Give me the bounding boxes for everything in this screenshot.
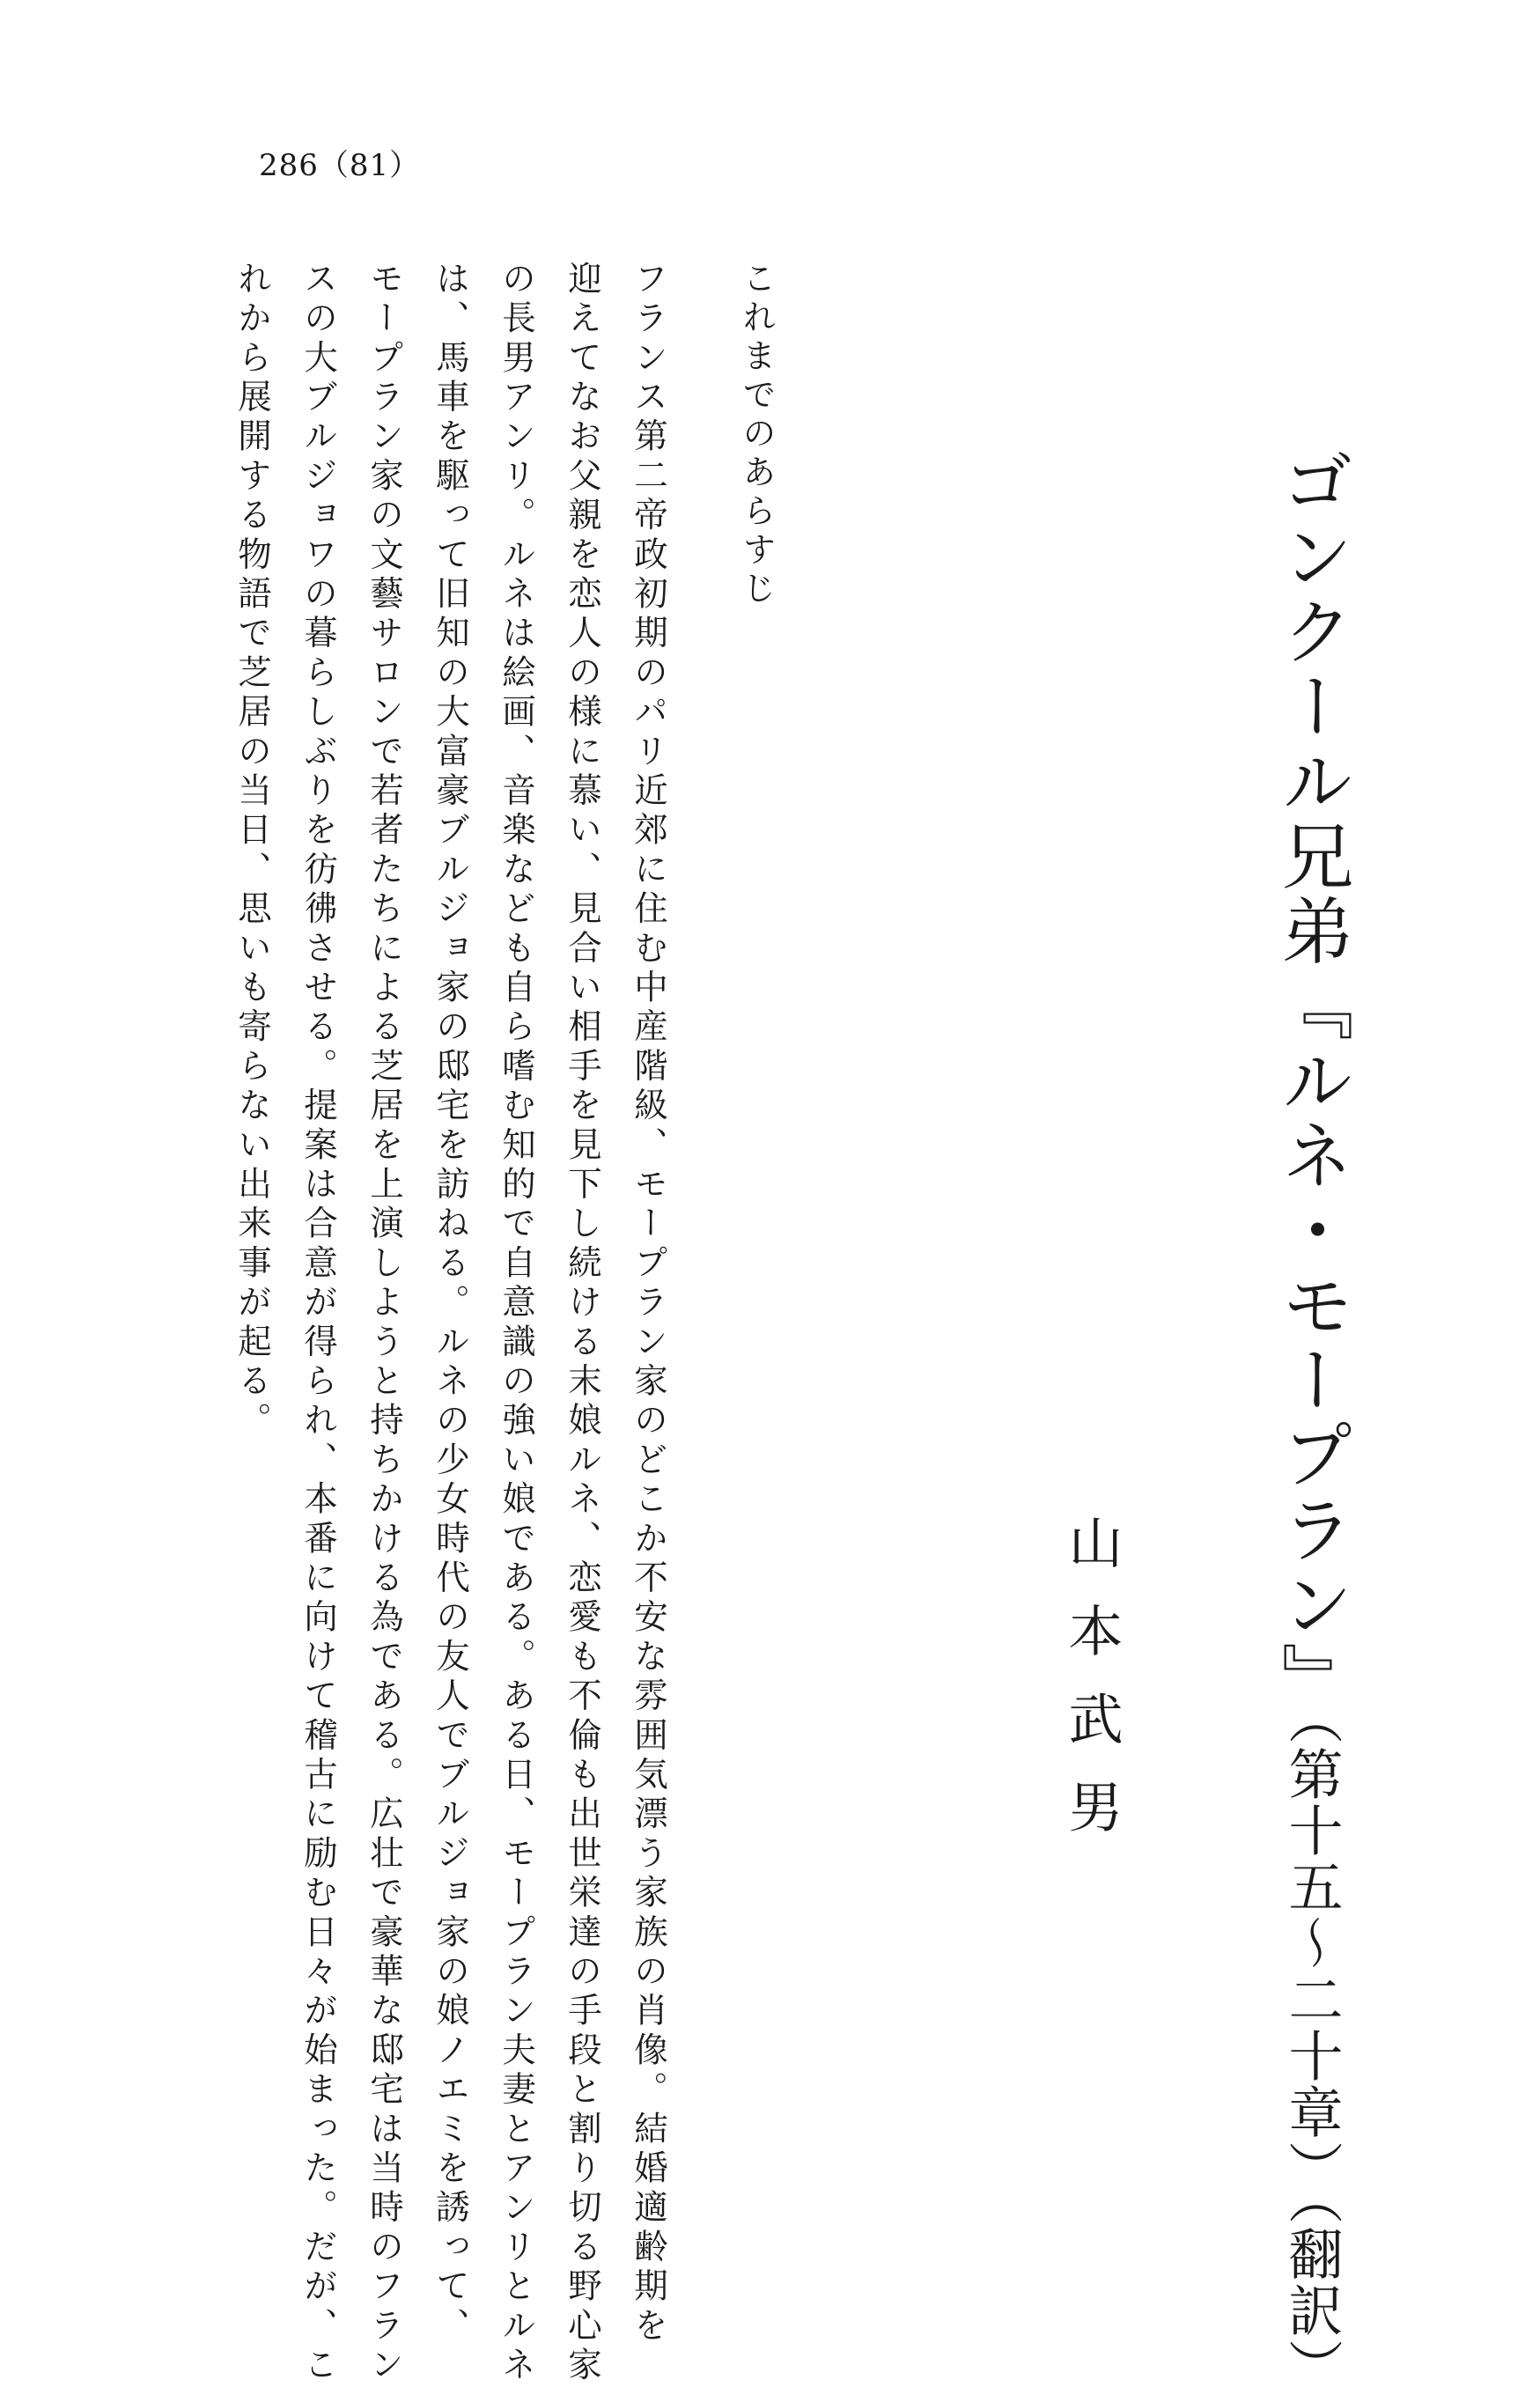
author-name: 山本武男 xyxy=(1059,1514,1124,1867)
synopsis-line: フランス第二帝政初期のパリ近郊に住む中産階級、モープラン家のどこか不安な雰囲気漂う家族の肖像。結婚適齢期を xyxy=(629,261,668,2347)
synopsis-line: 迎えてなお父親を恋人の様に慕い、見合い相手を見下し続ける末娘ルネ、恋愛も不倫も出世栄達の手段と割り切る野心家 xyxy=(563,261,602,2386)
synopsis-line: モープラン家の文藝サロンで若者たちによる芝居を上演しようと持ちかける為である。広壮で豪華な邸宅は当時のフラン xyxy=(365,261,404,2386)
synopsis-heading: これまでのあらすじ xyxy=(737,261,776,609)
article-title xyxy=(1263,445,1359,2395)
synopsis-line: れから展開する物語で芝居の当日、思いも寄らない出来事が起る。 xyxy=(232,261,272,1441)
page-number: 286（81） xyxy=(259,148,421,183)
synopsis-body xyxy=(219,261,682,2386)
synopsis-line: スの大ブルジョワの暮らしぶりを彷彿させる。提案は合意が得られ、本番に向けて稽古に励む日々が始まった。だが、こ xyxy=(298,261,338,2386)
synopsis-line: の長男アンリ。ルネは絵画、音楽なども自ら嗜む知的で自意識の強い娘である。ある日、モープラン夫妻とアンリとルネ xyxy=(497,261,536,2386)
synopsis-line: は、馬車を駆って旧知の大富豪ブルジョ家の邸宅を訪ねる。ルネの少女時代の友人でブルジョ家の娘ノエミを誘って、 xyxy=(431,261,470,2347)
title-main: ゴンクール兄弟『ルネ・モープラン』 xyxy=(1270,445,1353,1717)
title-subtitle: （第十五～二十章）（翻訳） xyxy=(1279,1717,1344,2395)
